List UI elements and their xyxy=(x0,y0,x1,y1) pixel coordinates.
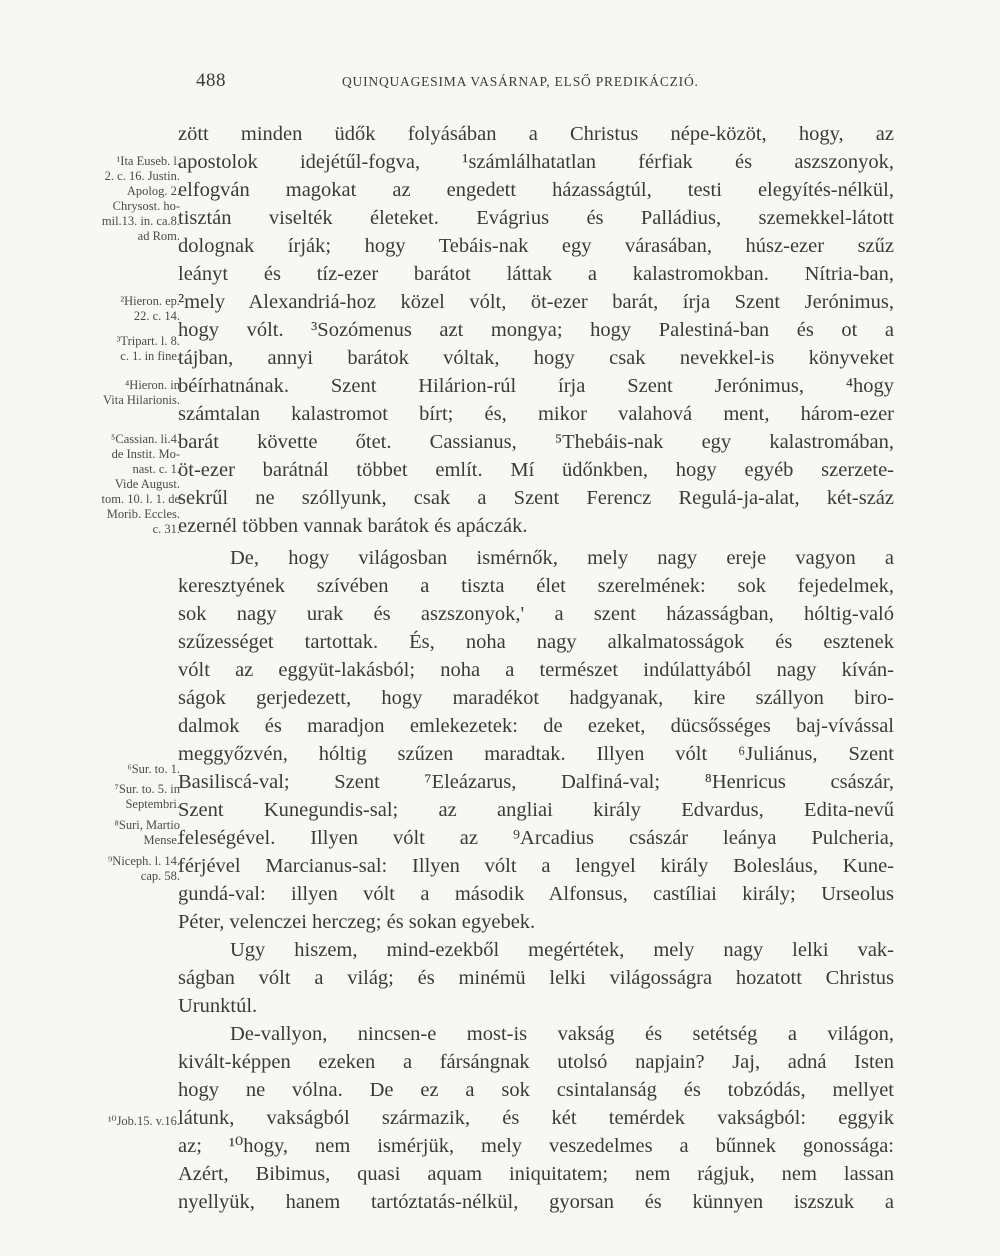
margin-note: ¹⁰Job.15. v.16. xyxy=(107,1114,180,1128)
page-number: 488 xyxy=(196,70,226,91)
text-line: béírhatnának. Szent Hilárion-rúl írja Szent Jerónimus, ⁴hogy xyxy=(178,375,894,397)
text-line: tájban, annyi barátok vóltak, hogy csak nevekkel-is könyveket xyxy=(178,347,894,369)
text-line: ságban vólt a világ; és minémü lelki világosságra hozatott Christus xyxy=(178,967,894,989)
text-line: öt-ezer barátnál többet említ. Mí üdőnkben, hogy egyéb szerzete- xyxy=(178,459,894,481)
text-line: az; ¹⁰hogy, nem ismérjük, mely veszedelmes a bűnnek gonossága: xyxy=(178,1135,894,1157)
text-line: feleségével. Illyen vólt az ⁹Arcadius császár leánya Pulcheria, xyxy=(178,827,894,849)
margin-note: ¹Ita Euseb. l. 2. c. 16. Justin. Apolog. 2. Chrysost. ho- mil.13. in. ca.8. ad Rom. xyxy=(101,154,180,243)
text-line: Azért, Bibimus, quasi aquam iniquitatem; nem rágjuk, nem lassan xyxy=(178,1163,894,1185)
text-line: nyellyük, hanem tartóztatás-nélkül, gyorsan és künnyen iszszuk a xyxy=(178,1191,894,1213)
text-line: ²mely Alexandriá-hoz közel vólt, öt-ezer barát, írja Szent Jerónimus, xyxy=(178,291,894,313)
text-line: sekrűl ne szóllyunk, csak a Szent Ferencz Regulá-ja-alat, két-száz xyxy=(178,487,894,509)
text-line: De-vallyon, nincsen-e most-is vakság és setétség a világon, xyxy=(230,1023,894,1045)
text-line: hogy vólt. ³Sozómenus azt mongya; hogy Palestiná-ban és ot a xyxy=(178,319,894,341)
text-line: barát követte őtet. Cassianus, ⁵Thebáis-nak egy kalastromában, xyxy=(178,431,894,453)
text-line: hogy ne vólna. De ez a sok csintalanság és tobzódás, mellyet xyxy=(178,1079,894,1101)
margin-note: ⁹Niceph. l. 14. cap. 58. xyxy=(107,854,180,883)
text-line: gundá-val: illyen vólt a második Alfonsus, castíliai király; Urseolus xyxy=(178,883,894,905)
text-line: dolognak írják; hogy Tebáis-nak egy várasában, húsz-ezer szűz xyxy=(178,235,894,257)
text-line: Urunktúl. xyxy=(178,995,258,1017)
text-line: ságok gerjedezett, hogy maradékot hadgyanak, kire szállyon biro- xyxy=(178,687,894,709)
running-head: QUINQUAGESIMA VASÁRNAP, ELSŐ PREDIKÁCZIÓ. xyxy=(342,74,699,89)
text-line: zött minden üdők folyásában a Christus népe-közöt, hogy, az xyxy=(178,123,894,145)
text-line: férjével Marcianus-sal: Illyen vólt a lengyel király Bolesláus, Kune- xyxy=(178,855,894,877)
text-line: Szent Kunegundis-sal; az angliai király Edvardus, Edita-nevű xyxy=(178,799,894,821)
text-line: dalmok és maradjon emlekezetek: de ezeket, dücsősséges baj-vívással xyxy=(178,715,894,737)
margin-note: ⁴Hieron. in Vita Hilarionis. xyxy=(102,378,180,407)
margin-note: ³Tripart. l. 8. c. 1. in fine. xyxy=(116,334,180,363)
text-line: látunk, vakságból származik, és két temérdek vakságból: eggyik xyxy=(178,1107,894,1129)
text-line: szűzességet tartottak. És, noha nagy alkalmatosságok és esztenek xyxy=(178,631,894,653)
page-header xyxy=(0,70,1000,100)
text-line: meggyőzvén, hóltig szűzen maradtak. Illyen vólt ⁶Juliánus, Szent xyxy=(178,743,894,765)
margin-note: ⁶Sur. to. 1. xyxy=(127,762,180,776)
text-line: Basiliscá-val; Szent ⁷Eleázarus, Dalfiná-val; ⁸Henricus császár, xyxy=(178,771,894,793)
text-line: keresztyének szívében a tiszta élet szerelmének: sok fejedelmek, xyxy=(178,575,894,597)
text-line: apostolok idejétűl-fogva, ¹számlálhatatlan férfiak és aszszonyok, xyxy=(178,151,894,173)
text-line: tisztán viselték életeket. Evágrius és Palládius, szemekkel-látott xyxy=(178,207,894,229)
margin-note: ⁵Cassian. li.4. de Instit. Mo- nast. c. 1. Vide August. tom. 10. l. 1. de Morib. Eccles. c. 31. xyxy=(101,432,180,536)
text-line: számtalan kalastromot bírt; és, mikor valahová ment, három-ezer xyxy=(178,403,894,425)
margin-note: ²Hieron. ep. 22. c. 14. xyxy=(120,294,180,323)
text-line: ezernél többen vannak barátok és apáczák. xyxy=(178,515,528,537)
text-line: leányt és tíz-ezer barátot láttak a kalastromokban. Nítria-ban, xyxy=(178,263,894,285)
text-line: elfogván magokat az engedett házasságtúl, testi elegyítés-nélkül, xyxy=(178,179,894,201)
text-line: kivált-képpen ezeken a fársángnak utolsó napjain? Jaj, adná Isten xyxy=(178,1051,894,1073)
margin-note: ⁷Sur. to. 5. in Septembri. xyxy=(114,782,180,811)
margin-note: ⁸Suri, Martio Mense. xyxy=(114,818,180,847)
text-line: Ugy hiszem, mind-ezekből megértétek, mely nagy lelki vak- xyxy=(230,939,894,961)
text-line: De, hogy világosban ismérnők, mely nagy ereje vagyon a xyxy=(230,547,894,569)
text-line: Péter, velenczei herczeg; és sokan egyebek. xyxy=(178,911,536,933)
text-line: sok nagy urak és aszszonyok,' a szent házasságban, hóltig-való xyxy=(178,603,894,625)
text-line: vólt az eggyüt-lakásból; noha a természet indúlattyából nagy kíván- xyxy=(178,659,894,681)
